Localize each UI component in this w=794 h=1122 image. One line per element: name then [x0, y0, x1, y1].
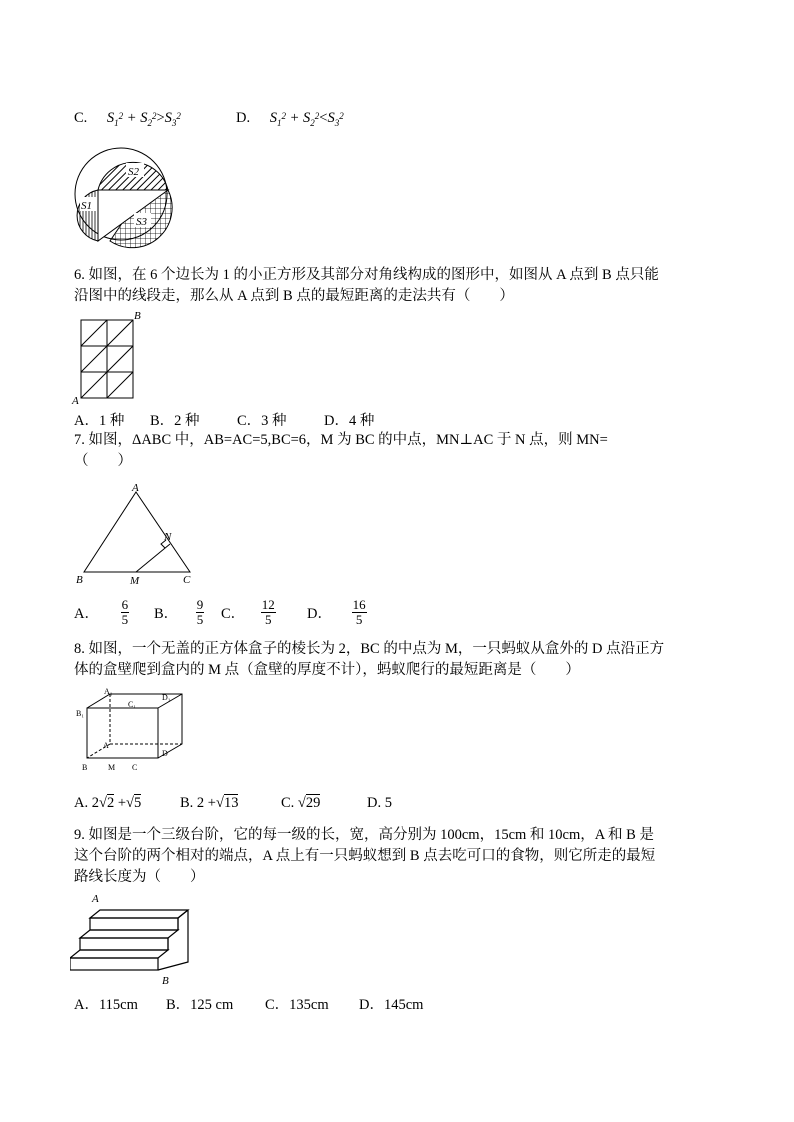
q6-label-b: B	[134, 310, 141, 322]
q8-cube-figure	[70, 686, 185, 776]
q9-option-d[interactable]: D．145cm	[359, 997, 424, 1013]
q8-text-line1: 8. 如图，一个无盖的正方体盒子的棱长为 2，BC 的中点为 M，一只蚂蚁从盒外的 D 点沿正方	[74, 641, 665, 657]
q9-label-b: B	[162, 975, 169, 987]
q9-text-line1: 9. 如图是一个三级台阶，它的每一级的长，宽，高分别为 100cm，15cm 和 10cm，A 和 B 是	[74, 827, 654, 843]
q8-label-d: D	[162, 749, 168, 758]
s2-label: S2	[128, 166, 139, 178]
q7-text-line1: 7. 如图，ΔABC 中，AB=AC=5,BC=6，M 为 BC 的中点，MN⊥AC 于 N 点，则 MN=	[74, 432, 608, 448]
q6-text-line1: 6. 如图，在 6 个边长为 1 的小正方形及其部分对角线构成的图形中，如图从 A 点到 B 点只能	[74, 267, 659, 283]
q5-option-d	[236, 108, 344, 133]
q6-option-b[interactable]: B．2 种	[150, 413, 200, 429]
q6-grid-figure	[70, 307, 150, 405]
q9-option-b[interactable]: B．125 cm	[166, 997, 234, 1013]
q8-label-b: B	[82, 763, 88, 772]
q6-option-a[interactable]: A．1 种	[74, 413, 125, 429]
q6-option-c[interactable]: C．3 种	[237, 413, 287, 429]
q7-option-b[interactable]: B． $\frac{9}{5}$	[154, 597, 204, 627]
q8-label-b1: B₁	[76, 709, 85, 718]
q7-label-m: M	[130, 575, 140, 587]
q5-option-c-expr: $S_1^2 + S_2^2>S_3^2$	[106, 110, 181, 128]
q5-option-c-label: C.	[74, 110, 88, 126]
q9-label-a: A	[92, 893, 99, 905]
q8-text-line2: 体的盒壁爬到盒内的 M 点（盒壁的厚度不计），蚂蚁爬行的最短距离是（ ）	[74, 662, 580, 678]
q8-label-c1: C₁	[128, 700, 137, 709]
q9-option-a[interactable]: A．115cm	[74, 997, 138, 1013]
q8-label-a1: A₁	[104, 687, 113, 696]
q5-option-c	[74, 108, 181, 133]
q9-text-line2: 这个台阶的两个相对的端点，A 点上有一只蚂蚁想到 B 点去吃可口的食物，则它所走的最短	[74, 848, 656, 864]
q8-label-d1: D₁	[162, 693, 171, 702]
q5-figure	[70, 143, 180, 253]
q7-label-c: C	[183, 574, 191, 586]
q8-label-m: M	[108, 763, 116, 772]
q8-option-c[interactable]: C. √29	[281, 795, 321, 811]
q7-option-d[interactable]: D． $\frac{16}{5}$	[307, 597, 366, 627]
q9-text-line3: 路线长度为（ ）	[74, 869, 205, 885]
q5-option-d-label: D.	[236, 110, 251, 126]
s3-label: S3	[136, 216, 147, 228]
q7-text-line2: （ ）	[74, 453, 132, 469]
q9-stairs-figure	[70, 890, 195, 990]
q6-option-d[interactable]: D．4 种	[324, 413, 375, 429]
q7-option-a[interactable]: A． $\frac{6}{5}$	[74, 597, 129, 627]
q8-option-d[interactable]: D. 5	[367, 795, 392, 811]
q8-option-b[interactable]: B. 2 +√13	[180, 795, 239, 811]
q7-label-a: A	[132, 482, 139, 494]
q7-label-b: B	[76, 574, 83, 586]
q8-label-c: C	[132, 763, 138, 772]
q5-option-d-expr: $S_1^2 + S_2^2<S_3^2$	[269, 110, 344, 128]
q8-option-a[interactable]: A. 2√2 +√5	[74, 795, 142, 811]
q6-label-a: A	[72, 395, 79, 405]
q8-label-a: A	[103, 741, 109, 750]
q6-text-line2: 沿图中的线段走，那么从 A 点到 B 点的最短距离的走法共有（ ）	[74, 288, 514, 304]
s1-label: S1	[81, 200, 92, 212]
q7-option-c[interactable]: C． $\frac{12}{5}$	[221, 597, 275, 627]
q7-label-n: N	[164, 531, 172, 543]
q9-option-c[interactable]: C．135cm	[265, 997, 329, 1013]
q7-triangle-figure	[70, 480, 210, 590]
